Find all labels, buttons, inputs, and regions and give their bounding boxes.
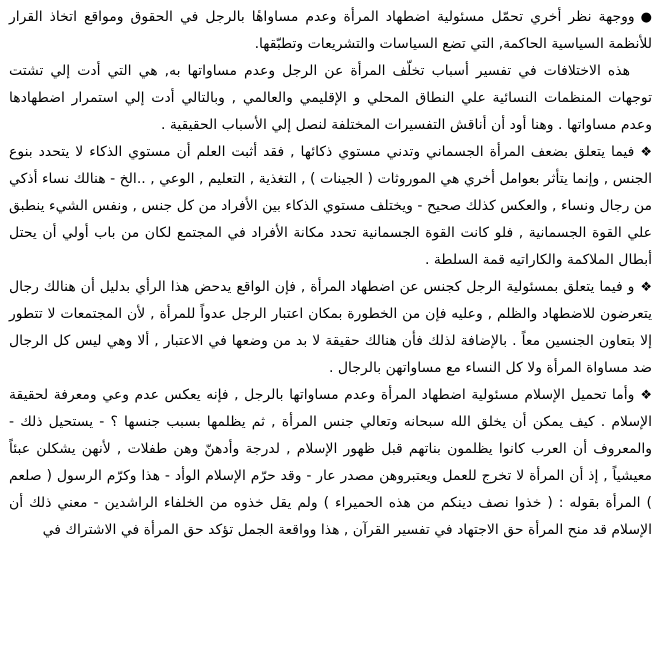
paragraph-differences	[9, 58, 652, 139]
paragraph-islam	[9, 382, 652, 544]
paragraph-physical-weakness	[9, 139, 652, 274]
paragraph-text: وأما تحميل الإسلام مسئولية اضطهاد المرأة وعدم مساواتها بالرجل , فإنه يعكس عدم وعي ومعرفة لحقيقة الإسلام . كيف يمكن أن يخلق الله سبحانه وتعالي جنس المرأة , ثم يظلمها بسبب جنسها ؟ - يستحيل ذلك - والمعروف أن العرب كانوا يظلمون بناتهم قبل ظهور الإسلام , لدرجة وأدهنّ وهن طفلات , لأنهن يشكلن عبئاً معيشياً , إذ أن المرأة لا تخرج للعمل ويعتبروهن مصدر عار - وقد حرّم الإسلام الوأد - هذا وكرّم الرسول ( صلعم ) المرأة بقوله : ( خذوا نصف دينكم من هذه الحميراء ) ولم يقل خذوه من الخلفاء الراشدين - معني ذلك أن الإسلام قد منح المرأة حق الاجتهاد في تفسير القرآن , هذا وواقعة الجمل تؤكد حق المرأة في الاشتراك في	[9, 387, 652, 538]
paragraph-text: هذه الاختلافات في تفسير أسباب تخلّف المرأة عن الرجل وعدم مساواتها به, هي التي أدت إلي تشتت توجهات المنظمات النسائية علي النطاق المحلي و الإقليمي والعالمي , وبالتالي أدت إلي استمرار اضطهادها وعدم مساواتها . وهنا أود أن أناقش التفسيرات المختلفة لنصل إلي الأسباب الحقيقية .	[9, 63, 652, 133]
bullet-icon: ●	[640, 10, 652, 25]
diamond-bullet-icon: ❖	[640, 388, 652, 403]
diamond-bullet-icon: ❖	[640, 145, 652, 160]
diamond-bullet-icon: ❖	[640, 280, 652, 295]
paragraph-text: و فيما يتعلق بمسئولية الرجل كجنس عن اضطهاد المرأة , فإن الواقع يدحض هذا الرأي بدليل أن هنالك رجال يتعرضون للاضطهاد والظلم , وعليه فإن من الخطورة بمكان اعتبار الرجل عدواً للمرأة , لأن المجتمعات لا تتطور إلا بتعاون الجنسين معاً . بالإضافة لذلك فأن هنالك حقيقة لا بد من وضعها في الاعتبار , ألا وهي ليس كل الرجال ضد مساواة المرأة ولا كل النساء مع مساواتهن بالرجال .	[9, 279, 652, 376]
paragraph-man-responsibility	[9, 274, 652, 382]
paragraph-text: فيما يتعلق بضعف المرأة الجسماني وتدني مستوي ذكائها , فقد أثبت العلم أن مستوي الذكاء لا يتحدد بنوع الجنس , وإنما يتأثر بعوامل أخري هي الموروثات ( الجينات ) , التغذية , التعليم , الوعي , ..الخ - هنالك نساء أذكي من رجال ونساء , والعكس كذلك صحيح - ويختلف مستوي الذكاء بين الأفراد من كل جنس , ونفس الشيء ينطبق علي القوة الجسمانية , فلو كانت القوة الجسمانية تحدد مكانة الأفراد في المجتمع لكان من باب أولي أن يحتل أبطال الملاكمة والكاراتيه قمة السلطة .	[9, 144, 652, 268]
paragraph-political-systems	[9, 4, 652, 58]
paragraph-text: ووجهة نظر أخري تحمّل مسئولية اضطهاد المرأة وعدم مساواهٔا بالرجل في الحقوق ومواقع اتخاذ القرار للأنظمة السياسية الحاكمة, التي تضع السياسات والتشريعات وتطبّقها.	[9, 9, 652, 52]
